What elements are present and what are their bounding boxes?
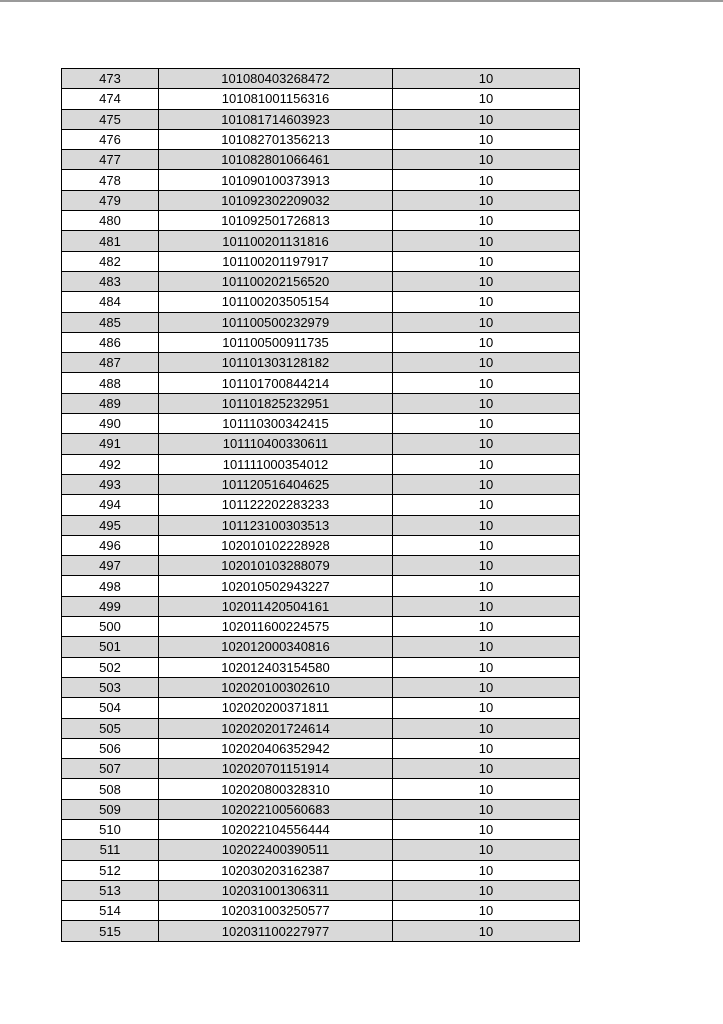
row-number-cell: 478 [62,170,159,190]
score-cell: 10 [393,901,580,921]
id-number-cell: 101110300342415 [159,414,393,434]
table-row [62,698,580,718]
id-number-cell: 101101700844214 [159,373,393,393]
table-row [62,718,580,738]
id-number-cell: 102011600224575 [159,617,393,637]
table-row [62,312,580,332]
id-number-cell: 102020200371811 [159,698,393,718]
table-row [62,657,580,677]
row-number-cell: 502 [62,657,159,677]
id-number-cell: 102010102228928 [159,535,393,555]
id-number-cell: 102030203162387 [159,860,393,880]
score-cell: 10 [393,89,580,109]
table-row [62,840,580,860]
row-number-cell: 482 [62,251,159,271]
score-cell: 10 [393,637,580,657]
score-cell: 10 [393,860,580,880]
score-cell: 10 [393,150,580,170]
row-number-cell: 515 [62,921,159,941]
table-row [62,495,580,515]
table-row [62,190,580,210]
id-number-cell: 101081714603923 [159,109,393,129]
table-row [62,231,580,251]
score-cell: 10 [393,840,580,860]
table-row [62,251,580,271]
score-cell: 10 [393,819,580,839]
table-body [62,69,580,942]
row-number-cell: 486 [62,332,159,352]
row-number-cell: 510 [62,819,159,839]
id-number-cell: 101100203505154 [159,292,393,312]
id-number-cell: 101100202156520 [159,271,393,291]
score-cell: 10 [393,190,580,210]
table-row [62,109,580,129]
table-row [62,535,580,555]
id-number-cell: 101120516404625 [159,474,393,494]
row-number-cell: 492 [62,454,159,474]
row-number-cell: 489 [62,393,159,413]
row-number-cell: 498 [62,576,159,596]
id-number-cell: 101100201197917 [159,251,393,271]
id-number-cell: 101081001156316 [159,89,393,109]
score-cell: 10 [393,779,580,799]
score-cell: 10 [393,799,580,819]
table-row [62,880,580,900]
id-number-cell: 101110400330611 [159,434,393,454]
table-row [62,921,580,941]
id-number-cell: 101122202283233 [159,495,393,515]
row-number-cell: 476 [62,129,159,149]
id-number-cell: 102022400390511 [159,840,393,860]
score-cell: 10 [393,921,580,941]
score-cell: 10 [393,292,580,312]
table-row [62,129,580,149]
row-number-cell: 495 [62,515,159,535]
table-row [62,393,580,413]
id-number-cell: 102012000340816 [159,637,393,657]
row-number-cell: 500 [62,617,159,637]
row-number-cell: 494 [62,495,159,515]
id-number-cell: 102031003250577 [159,901,393,921]
id-number-cell: 102010502943227 [159,576,393,596]
id-number-cell: 101123100303513 [159,515,393,535]
id-number-cell: 102011420504161 [159,596,393,616]
score-cell: 10 [393,312,580,332]
id-number-cell: 101080403268472 [159,69,393,89]
row-number-cell: 514 [62,901,159,921]
row-number-cell: 504 [62,698,159,718]
row-number-cell: 511 [62,840,159,860]
id-number-cell: 102020100302610 [159,677,393,697]
id-number-cell: 102020201724614 [159,718,393,738]
row-number-cell: 491 [62,434,159,454]
score-cell: 10 [393,109,580,129]
data-table [61,68,580,942]
table-row [62,819,580,839]
table-row [62,292,580,312]
row-number-cell: 513 [62,880,159,900]
table-row [62,556,580,576]
id-number-cell: 101082801066461 [159,150,393,170]
row-number-cell: 481 [62,231,159,251]
score-cell: 10 [393,129,580,149]
id-number-cell: 102022100560683 [159,799,393,819]
score-cell: 10 [393,657,580,677]
score-cell: 10 [393,576,580,596]
score-cell: 10 [393,698,580,718]
score-cell: 10 [393,414,580,434]
row-number-cell: 490 [62,414,159,434]
score-cell: 10 [393,353,580,373]
row-number-cell: 507 [62,759,159,779]
id-number-cell: 102031001306311 [159,880,393,900]
table-row [62,170,580,190]
row-number-cell: 512 [62,860,159,880]
id-number-cell: 101082701356213 [159,129,393,149]
id-number-cell: 101092501726813 [159,211,393,231]
score-cell: 10 [393,880,580,900]
id-number-cell: 102020701151914 [159,759,393,779]
score-cell: 10 [393,535,580,555]
row-number-cell: 506 [62,738,159,758]
id-number-cell: 101100500911735 [159,332,393,352]
id-number-cell: 102020406352942 [159,738,393,758]
table-row [62,901,580,921]
row-number-cell: 509 [62,799,159,819]
table-row [62,69,580,89]
table-row [62,596,580,616]
table-row [62,150,580,170]
row-number-cell: 487 [62,353,159,373]
score-cell: 10 [393,596,580,616]
score-cell: 10 [393,211,580,231]
score-cell: 10 [393,738,580,758]
score-cell: 10 [393,251,580,271]
score-cell: 10 [393,231,580,251]
id-number-cell: 102022104556444 [159,819,393,839]
table-row [62,759,580,779]
table-row [62,353,580,373]
table-row [62,860,580,880]
score-cell: 10 [393,515,580,535]
row-number-cell: 488 [62,373,159,393]
score-cell: 10 [393,556,580,576]
id-number-cell: 101101825232951 [159,393,393,413]
table-row [62,677,580,697]
id-number-cell: 101111000354012 [159,454,393,474]
table-row [62,799,580,819]
id-number-cell: 102010103288079 [159,556,393,576]
table-row [62,779,580,799]
id-number-cell: 102012403154580 [159,657,393,677]
row-number-cell: 497 [62,556,159,576]
row-number-cell: 503 [62,677,159,697]
table-row [62,211,580,231]
page-top-rule [0,0,723,2]
table-row [62,576,580,596]
row-number-cell: 479 [62,190,159,210]
score-cell: 10 [393,474,580,494]
table-row [62,454,580,474]
row-number-cell: 483 [62,271,159,291]
table-row [62,738,580,758]
row-number-cell: 485 [62,312,159,332]
score-cell: 10 [393,718,580,738]
score-cell: 10 [393,332,580,352]
score-cell: 10 [393,677,580,697]
score-cell: 10 [393,69,580,89]
row-number-cell: 473 [62,69,159,89]
table-row [62,332,580,352]
table-row [62,515,580,535]
row-number-cell: 480 [62,211,159,231]
table-row [62,89,580,109]
id-number-cell: 101090100373913 [159,170,393,190]
id-number-cell: 102031100227977 [159,921,393,941]
score-cell: 10 [393,373,580,393]
score-cell: 10 [393,170,580,190]
row-number-cell: 493 [62,474,159,494]
row-number-cell: 484 [62,292,159,312]
row-number-cell: 499 [62,596,159,616]
id-number-cell: 101101303128182 [159,353,393,373]
table-row [62,271,580,291]
id-number-cell: 101100201131816 [159,231,393,251]
score-cell: 10 [393,393,580,413]
table-row [62,434,580,454]
table-row [62,414,580,434]
score-cell: 10 [393,495,580,515]
score-cell: 10 [393,454,580,474]
id-number-cell: 102020800328310 [159,779,393,799]
row-number-cell: 505 [62,718,159,738]
table-row [62,474,580,494]
score-cell: 10 [393,271,580,291]
row-number-cell: 501 [62,637,159,657]
row-number-cell: 475 [62,109,159,129]
id-number-cell: 101100500232979 [159,312,393,332]
id-number-cell: 101092302209032 [159,190,393,210]
table-row [62,617,580,637]
score-cell: 10 [393,759,580,779]
table-row [62,637,580,657]
row-number-cell: 496 [62,535,159,555]
score-cell: 10 [393,434,580,454]
score-cell: 10 [393,617,580,637]
row-number-cell: 508 [62,779,159,799]
table-row [62,373,580,393]
row-number-cell: 477 [62,150,159,170]
row-number-cell: 474 [62,89,159,109]
